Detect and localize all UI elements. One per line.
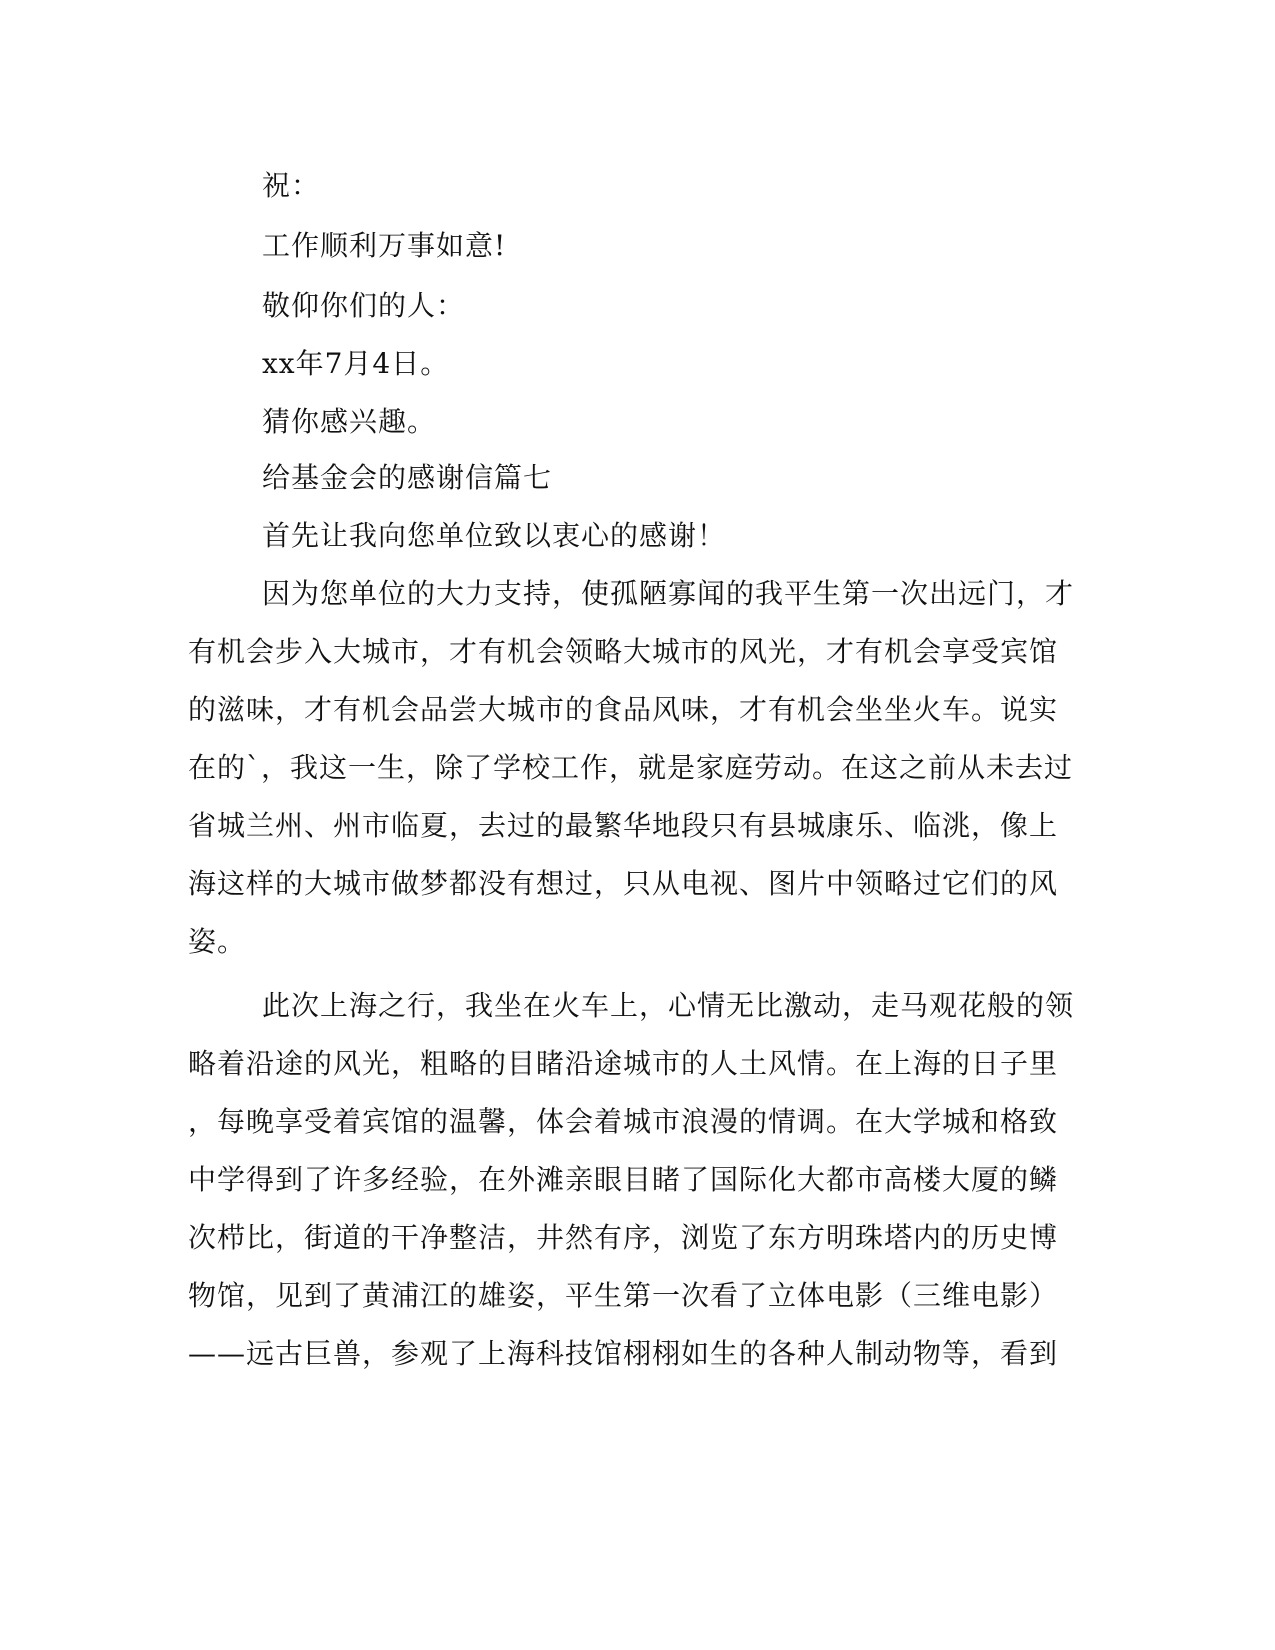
paragraph2-line: 中学得到了许多经验，在外滩亲眼目睹了国际化大都市高楼大厦的鳞 (188, 1163, 1059, 1196)
paragraph2-line: 此次上海之行，我坐在火车上，心情无比激动，走马观花般的领 (262, 989, 1075, 1022)
closing-wish: 工作顺利万事如意! (262, 229, 507, 262)
paragraph2-line: 物馆，见到了黄浦江的雄姿，平生第一次看了立体电影（三维电影） (188, 1279, 1059, 1312)
paragraph2-line: ——远古巨兽，参观了上海科技馆栩栩如生的各种人制动物等，看到 (188, 1337, 1059, 1370)
paragraph2-line: 次栉比，街道的干净整洁，井然有序，浏览了东方明珠塔内的历史博 (188, 1221, 1059, 1254)
paragraph1-line: 因为您单位的大力支持，使孤陋寡闻的我平生第一次出远门，才 (262, 577, 1075, 610)
paragraph1-line: 省城兰州、州市临夏，去过的最繁华地段只有县城康乐、临洮，像上 (188, 809, 1059, 842)
paragraph1-line: 有机会步入大城市，才有机会领略大城市的风光，才有机会享受宾馆 (188, 635, 1059, 668)
closing-salutation: 祝： (262, 169, 321, 202)
paragraph1-line: 姿。 (188, 925, 247, 958)
paragraph2-line: 略着沿途的风光，粗略的目睹沿途城市的人土风情。在上海的日子里 (188, 1047, 1059, 1080)
paragraph1-line: 的滋味，才有机会品尝大城市的食品风味，才有机会坐坐火车。说实 (188, 693, 1059, 726)
greeting-line: 首先让我向您单位致以衷心的感谢！ (262, 519, 727, 552)
section-title: 给基金会的感谢信篇七 (262, 461, 553, 494)
paragraph2-line: ，每晚享受着宾馆的温馨，体会着城市浪漫的情调。在大学城和格致 (188, 1105, 1059, 1138)
paragraph1-line: 在的`，我这一生，除了学校工作，就是家庭劳动。在这之前从未去过 (188, 751, 1074, 784)
recommendation-line: 猜你感兴趣。 (262, 405, 437, 438)
signature-line: 敬仰你们的人： (262, 289, 466, 322)
date-line: xx年7月4日。 (262, 347, 450, 380)
paragraph1-line: 海这样的大城市做梦都没有想过，只从电视、图片中领略过它们的风 (188, 867, 1059, 900)
